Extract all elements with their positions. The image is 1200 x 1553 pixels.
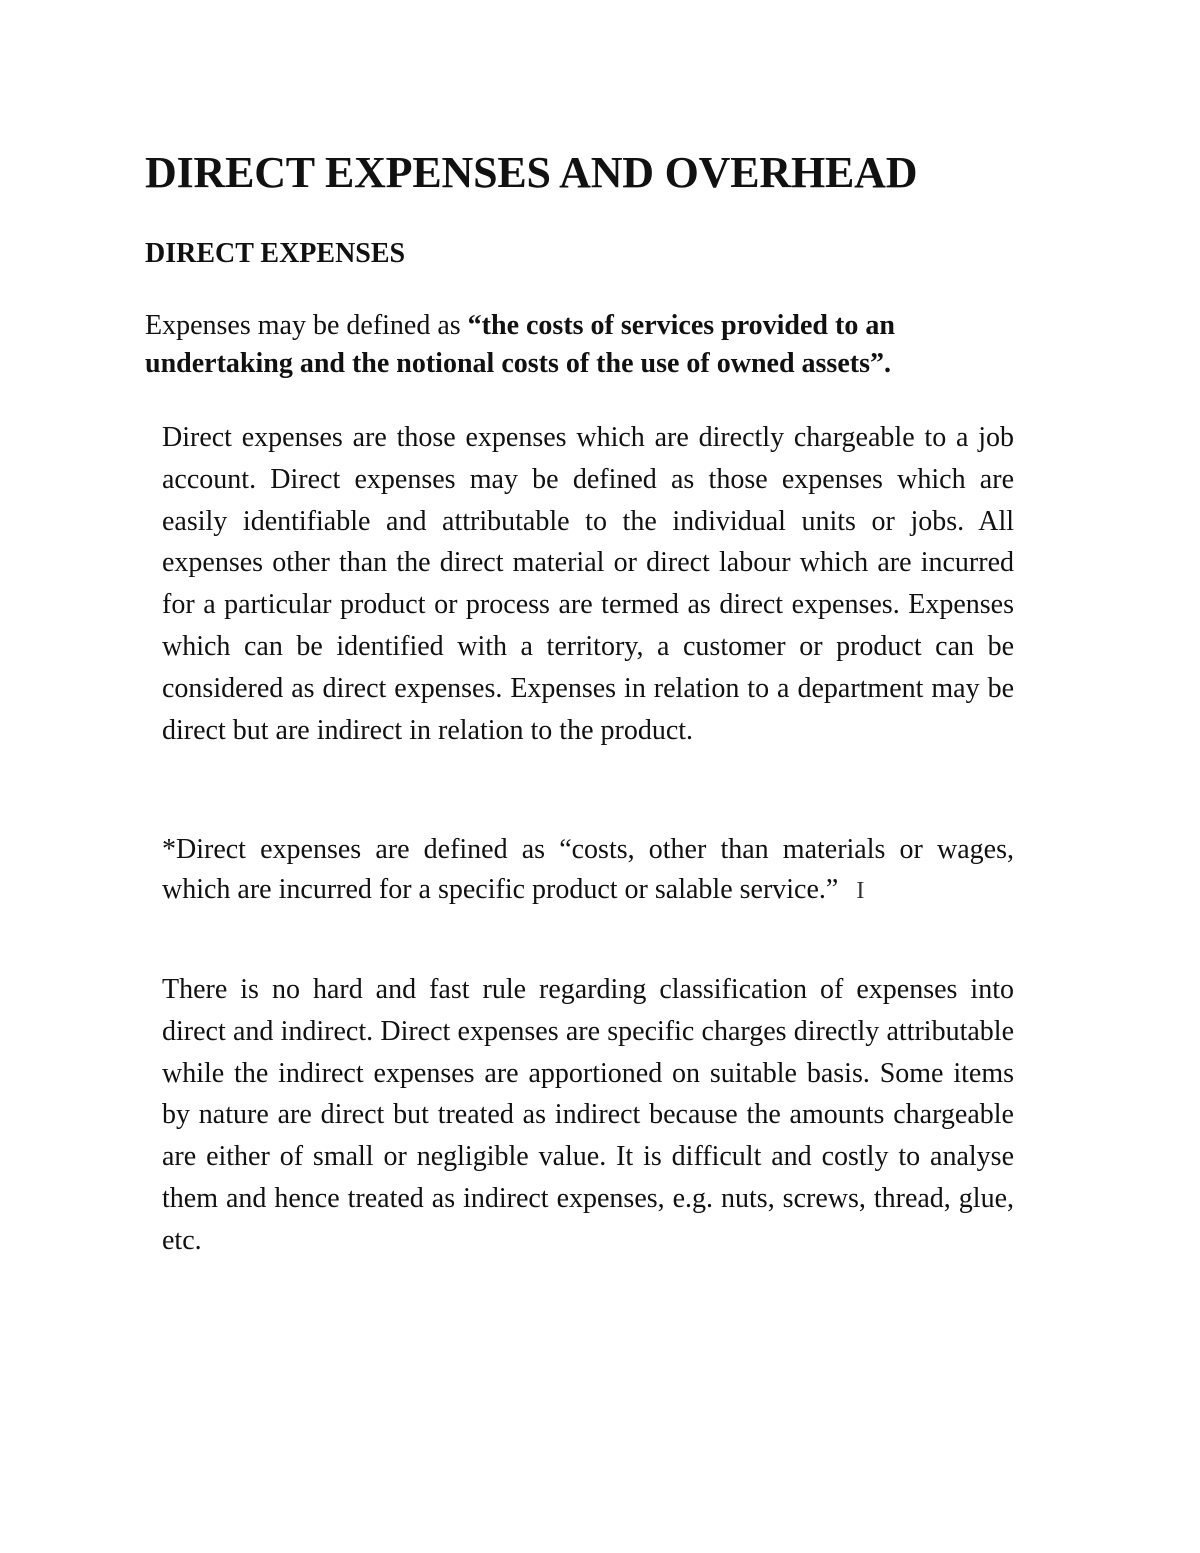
definition-quote: “the costs of services provided to an undertaking and the notional costs of the use of owned assets”. [145, 310, 895, 379]
document-title: DIRECT EXPENSES AND OVERHEAD [145, 148, 918, 197]
paragraph-definition-note [162, 830, 1014, 911]
definition-note-text: *Direct expenses are defined as “costs, other than materials or wages, which are incurred for a specific product or salable service.” [162, 834, 1014, 905]
text-cursor-mark: I [856, 878, 865, 904]
section-heading: DIRECT EXPENSES [145, 238, 406, 269]
definition-lead: Expenses may be defined as [145, 310, 468, 341]
paragraph-classification: There is no hard and fast rule regarding classification of expenses into direct and indirect. Direct expenses are specific charges directly attributable while the indirect expenses are apportioned on suitable basis. Some items by nature are direct but treated as indirect because the amounts chargeable are either of small or negligible value. It is difficult and costly to analyse them and hence treated as indirect expenses, e.g. nuts, screws, thread, glue, etc. [162, 974, 1014, 1256]
definition-paragraph [145, 307, 1025, 383]
paragraph-direct-expenses: Direct expenses are those expenses which are directly chargeable to a job account. Direct expenses may be defined as those expenses which are easily identifiable and attributable to the individual units or jobs. All expenses other than the direct material or direct labour which are incurred for a particular product or process are termed as direct expenses. Expenses which can be identified with a territory, a customer or product can be considered as direct expenses. Expenses in relation to a department may be direct but are indirect in relation to the product. [162, 422, 1014, 746]
